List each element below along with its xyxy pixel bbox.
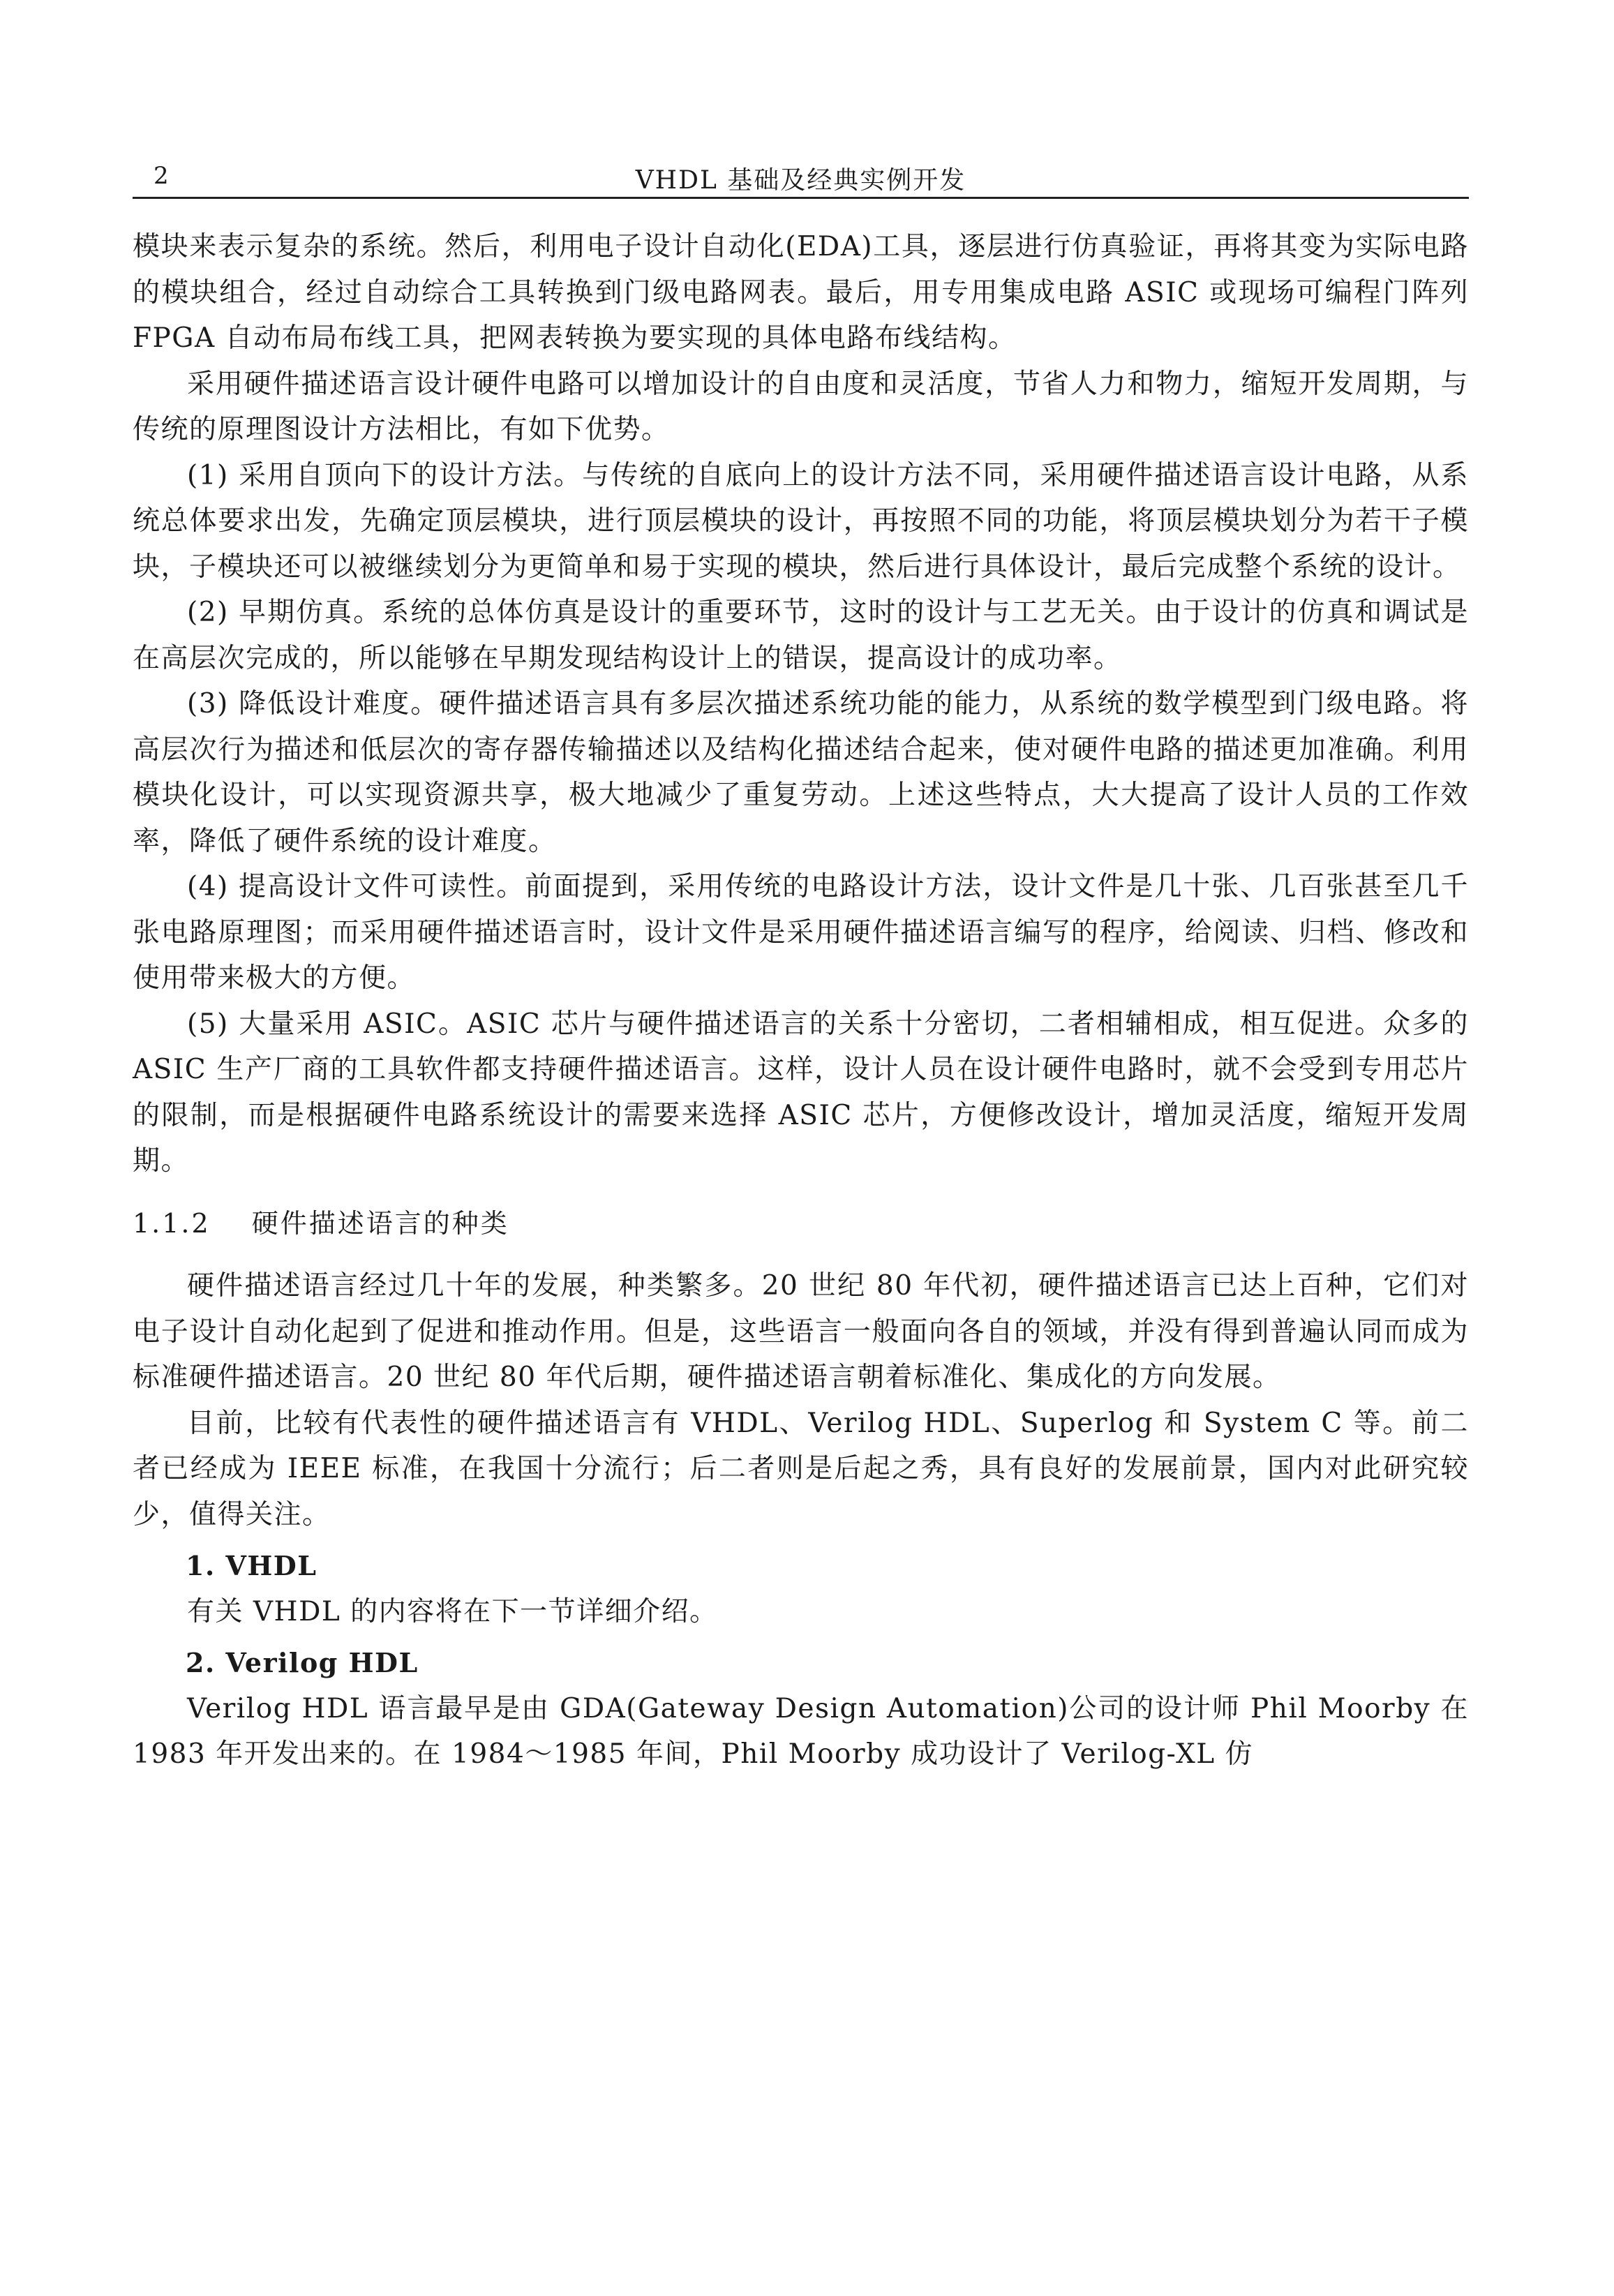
advantage-item-2: (2) 早期仿真。系统的总体仿真是设计的重要环节，这时的设计与工艺无关。由于设计的仿真和调试是在高层次完成的，所以能够在早期发现结构设计上的错误，提高设计的成功率。 [133,597,1469,674]
advantage-item-5: (5) 大量采用 ASIC。ASIC 芯片与硬件描述语言的关系十分密切，二者相辅相成，相互促进。众多的 ASIC 生产厂商的工具软件都支持硬件描述语言。这样，设计人员在设计硬件电路时，就不会受到专用芯片的限制，而是根据硬件电路系统设计的需要来选择 ASIC 芯片，方便修改设计，增加灵活度，缩短开发周期。 [133,1008,1469,1177]
body-text [133,224,1469,1777]
paragraph: 目前，比较有代表性的硬件描述语言有 VHDL、Verilog HDL、Superlog 和 System C 等。前二者已经成为 IEEE 标准，在我国十分流行；后二者则是后起之秀，具有良好的发展前景，国内对此研究较少，值得关注。 [133,1407,1469,1530]
page-header [133,154,1469,199]
page-number: 2 [154,162,169,190]
subsection-heading-vhdl: 1. VHDL [186,1550,317,1581]
section-number: 1.1.2 [133,1207,211,1239]
running-title: VHDL 基础及经典实例开发 [635,166,966,195]
paragraph: 模块来表示复杂的系统。然后，利用电子设计自动化(EDA)工具，逐层进行仿真验证，再将其变为实际电路的模块组合，经过自动综合工具转换到门级电路网表。最后，用专用集成电路 ASIC 或现场可编程门阵列 FPGA 自动布局布线工具，把网表转换为要实现的具体电路布线结构。 [133,231,1469,354]
book-page [133,154,1469,1777]
paragraph: Verilog HDL 语言最早是由 GDA(Gateway Design Automation)公司的设计师 Phil Moorby 在 1983 年开发出来的。在 1984～1985 年间，Phil Moorby 成功设计了 Verilog-XL 仿 [133,1692,1469,1770]
subsection-heading-verilog: 2. Verilog HDL [186,1647,419,1678]
section-title: 硬件描述语言的种类 [251,1207,509,1239]
advantage-item-1: (1) 采用自顶向下的设计方法。与传统的自底向上的设计方法不同，采用硬件描述语言设计电路，从系统总体要求出发，先确定顶层模块，进行顶层模块的设计，再按照不同的功能，将顶层模块划分为若干子模块，子模块还可以被继续划分为更简单和易于实现的模块，然后进行具体设计，最后完成整个系统的设计。 [133,459,1469,583]
paragraph: 硬件描述语言经过几十年的发展，种类繁多。20 世纪 80 年代初，硬件描述语言已达上百种，它们对电子设计自动化起到了促进和推动作用。但是，这些语言一般面向各自的领域，并没有得到普遍认同而成为标准硬件描述语言。20 世纪 80 年代后期，硬件描述语言朝着标准化、集成化的方向发展。 [133,1270,1469,1393]
section-heading [133,1201,1469,1247]
advantage-item-3: (3) 降低设计难度。硬件描述语言具有多层次描述系统功能的能力，从系统的数学模型到门级电路。将高层次行为描述和低层次的寄存器传输描述以及结构化描述结合起来，使对硬件电路的描述更加准确。利用模块化设计，可以实现资源共享，极大地减少了重复劳动。上述这些特点，大大提高了设计人员的工作效率，降低了硬件系统的设计难度。 [133,688,1469,857]
paragraph: 采用硬件描述语言设计硬件电路可以增加设计的自由度和灵活度，节省人力和物力，缩短开发周期，与传统的原理图设计方法相比，有如下优势。 [133,368,1469,445]
advantage-item-4: (4) 提高设计文件可读性。前面提到，采用传统的电路设计方法，设计文件是几十张、几百张甚至几千张电路原理图；而采用硬件描述语言时，设计文件是采用硬件描述语言编写的程序，给阅读、归档、修改和使用带来极大的方便。 [133,871,1469,994]
paragraph: 有关 VHDL 的内容将在下一节详细介绍。 [187,1595,718,1627]
